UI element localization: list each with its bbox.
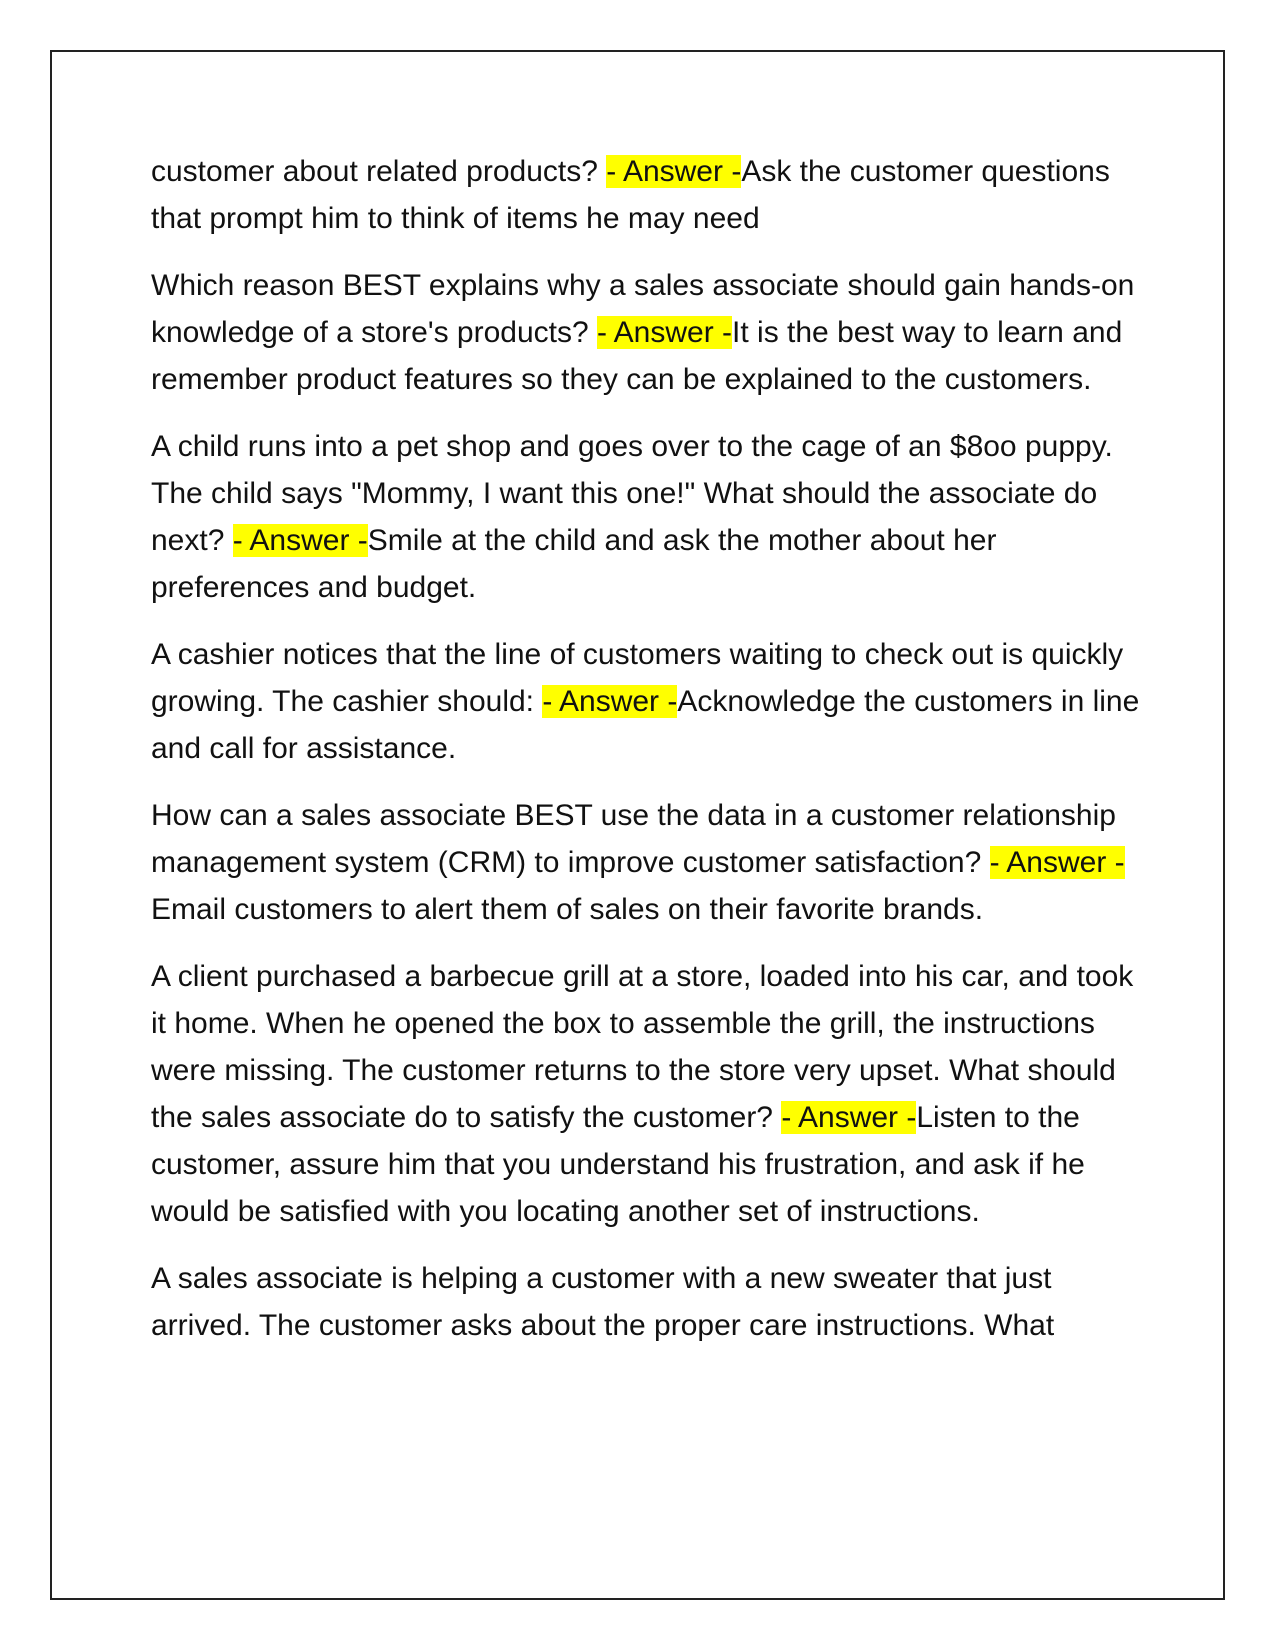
- answer-marker: - Answer -: [597, 316, 733, 349]
- question-text: Which reason BEST explains why a sales associate should gain hands-on knowledge of a store's products?: [151, 269, 1135, 349]
- qa-item: [151, 262, 1141, 403]
- qa-item: [151, 423, 1141, 611]
- answer-text: It is the best way to learn and remember product features so they can be explained to the customers.: [151, 316, 1123, 396]
- qa-item: [151, 792, 1141, 933]
- answer-marker: - Answer -: [781, 1101, 917, 1134]
- qa-item: [151, 631, 1141, 772]
- question-text: customer about related products?: [151, 155, 598, 188]
- answer-text: Ask the customer questions that prompt him to think of items he may need: [151, 155, 1110, 235]
- question-text: A client purchased a barbecue grill at a store, loaded into his car, and took it home. When he opened the box to assemble the grill, the instructions were missing. The customer returns to the store very upset. What should the sales associate do to satisfy the customer?: [151, 960, 1134, 1134]
- question-text: A child runs into a pet shop and goes over to the cage of an $8oo puppy. The child says "Mommy, I want this one!" What should the associate do next?: [151, 430, 1113, 557]
- qa-item: [151, 1255, 1141, 1349]
- answer-marker: - Answer -: [542, 685, 678, 718]
- question-text: A cashier notices that the line of customers waiting to check out is quickly growing. The cashier should:: [151, 638, 1124, 718]
- answer-marker: - Answer -: [232, 524, 368, 557]
- question-text: A sales associate is helping a customer with a new sweater that just arrived. The customer asks about the proper care instructions. What: [151, 1262, 1055, 1342]
- answer-text: Listen to the customer, assure him that you understand his frustration, and ask if he would be satisfied with you locating another set of instructions.: [151, 1101, 1085, 1228]
- document-body: [151, 148, 1141, 1369]
- qa-item: [151, 953, 1141, 1235]
- qa-item: [151, 148, 1141, 242]
- question-text: How can a sales associate BEST use the data in a customer relationship management system (CRM) to improve customer satisfaction?: [151, 799, 1116, 879]
- answer-text: Smile at the child and ask the mother about her preferences and budget.: [151, 524, 997, 604]
- answer-text: Email customers to alert them of sales on their favorite brands.: [151, 893, 984, 926]
- answer-marker: - Answer -: [989, 846, 1125, 879]
- answer-text: Acknowledge the customers in line and call for assistance.: [151, 685, 1140, 765]
- answer-marker: - Answer -: [606, 155, 742, 188]
